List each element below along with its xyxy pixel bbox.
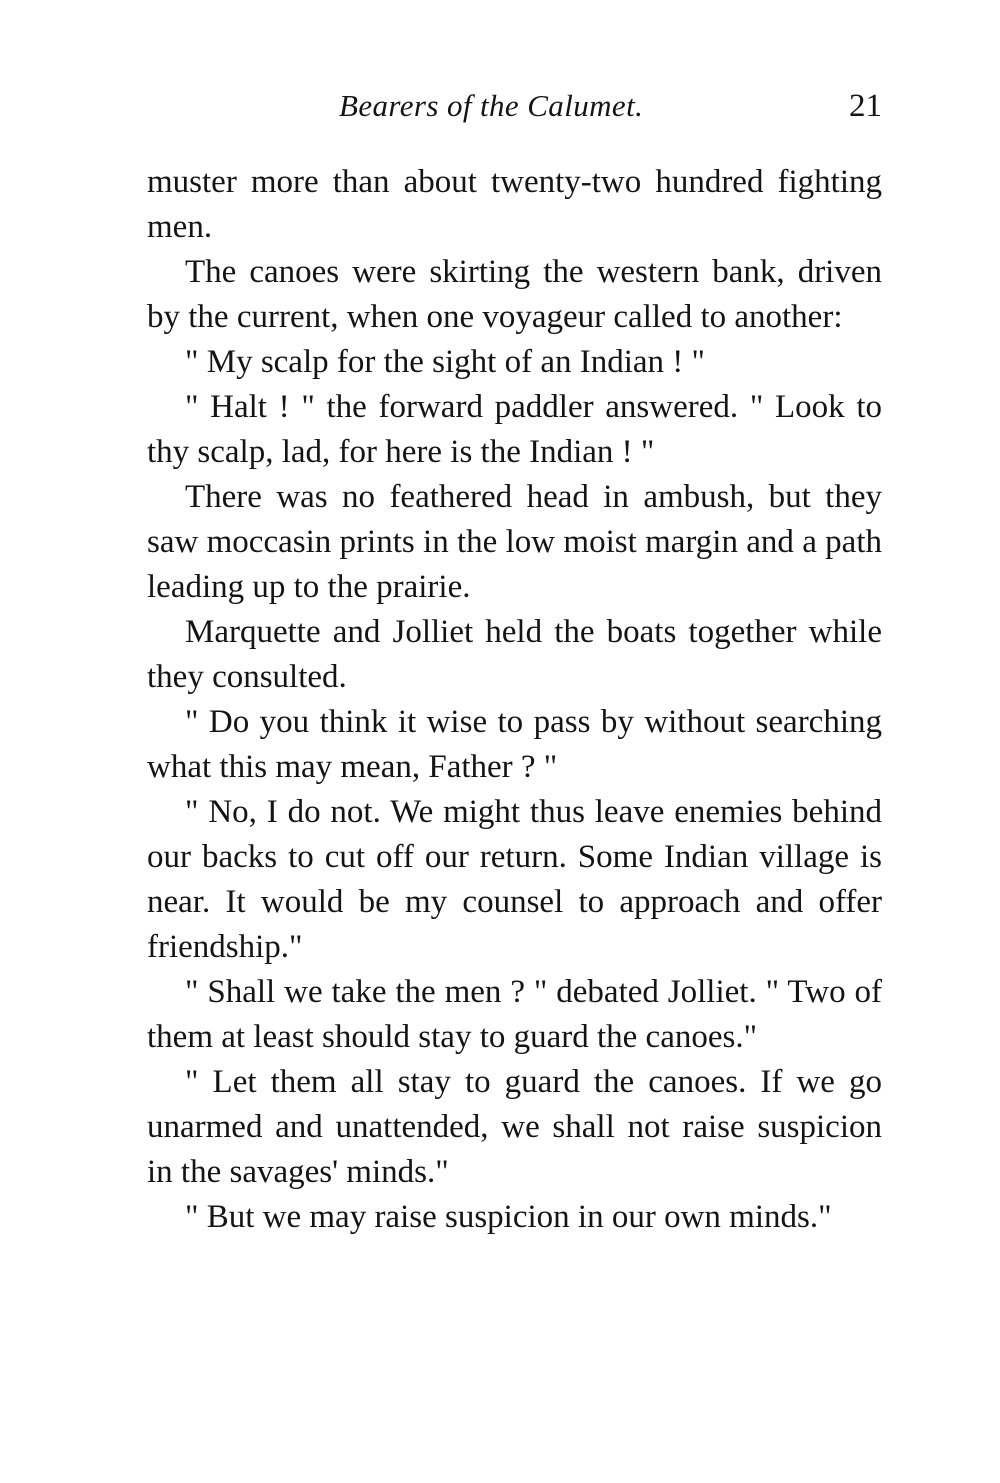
paragraph: Marquette and Jolliet held the boats together while they consulted. bbox=[147, 614, 882, 695]
paragraph: " Do you think it wise to pass by without searching what this may mean, Father ? " bbox=[147, 704, 882, 785]
page-header bbox=[147, 84, 882, 128]
paragraph: muster more than about twenty-two hundred fighting men. bbox=[147, 164, 882, 245]
paragraph: " Shall we take the men ? " debated Jolliet. " Two of them at least should stay to guard the canoes." bbox=[147, 974, 882, 1055]
paragraph: The canoes were skirting the western bank, driven by the current, when one voyageur called to another: bbox=[147, 254, 882, 335]
paragraph: " My scalp for the sight of an Indian ! " bbox=[185, 344, 705, 380]
paragraph: " Let them all stay to guard the canoes. If we go unarmed and unattended, we shall not raise suspicion in the savages' minds." bbox=[147, 1064, 882, 1190]
paragraph: " No, I do not. We might thus leave enemies behind our backs to cut off our return. Some Indian village is near. It would be my counsel to approach and offer friendship." bbox=[147, 794, 882, 965]
body-text bbox=[147, 160, 882, 1240]
paragraph: There was no feathered head in ambush, but they saw moccasin prints in the low moist margin and a path leading up to the prairie. bbox=[147, 479, 882, 605]
paragraph: " But we may raise suspicion in our own minds." bbox=[185, 1199, 832, 1235]
page-number: 21 bbox=[849, 88, 882, 124]
paragraph: " Halt ! " the forward paddler answered. " Look to thy scalp, lad, for here is the Indian ! " bbox=[147, 389, 882, 470]
running-title: Bearers of the Calumet. bbox=[339, 88, 644, 123]
